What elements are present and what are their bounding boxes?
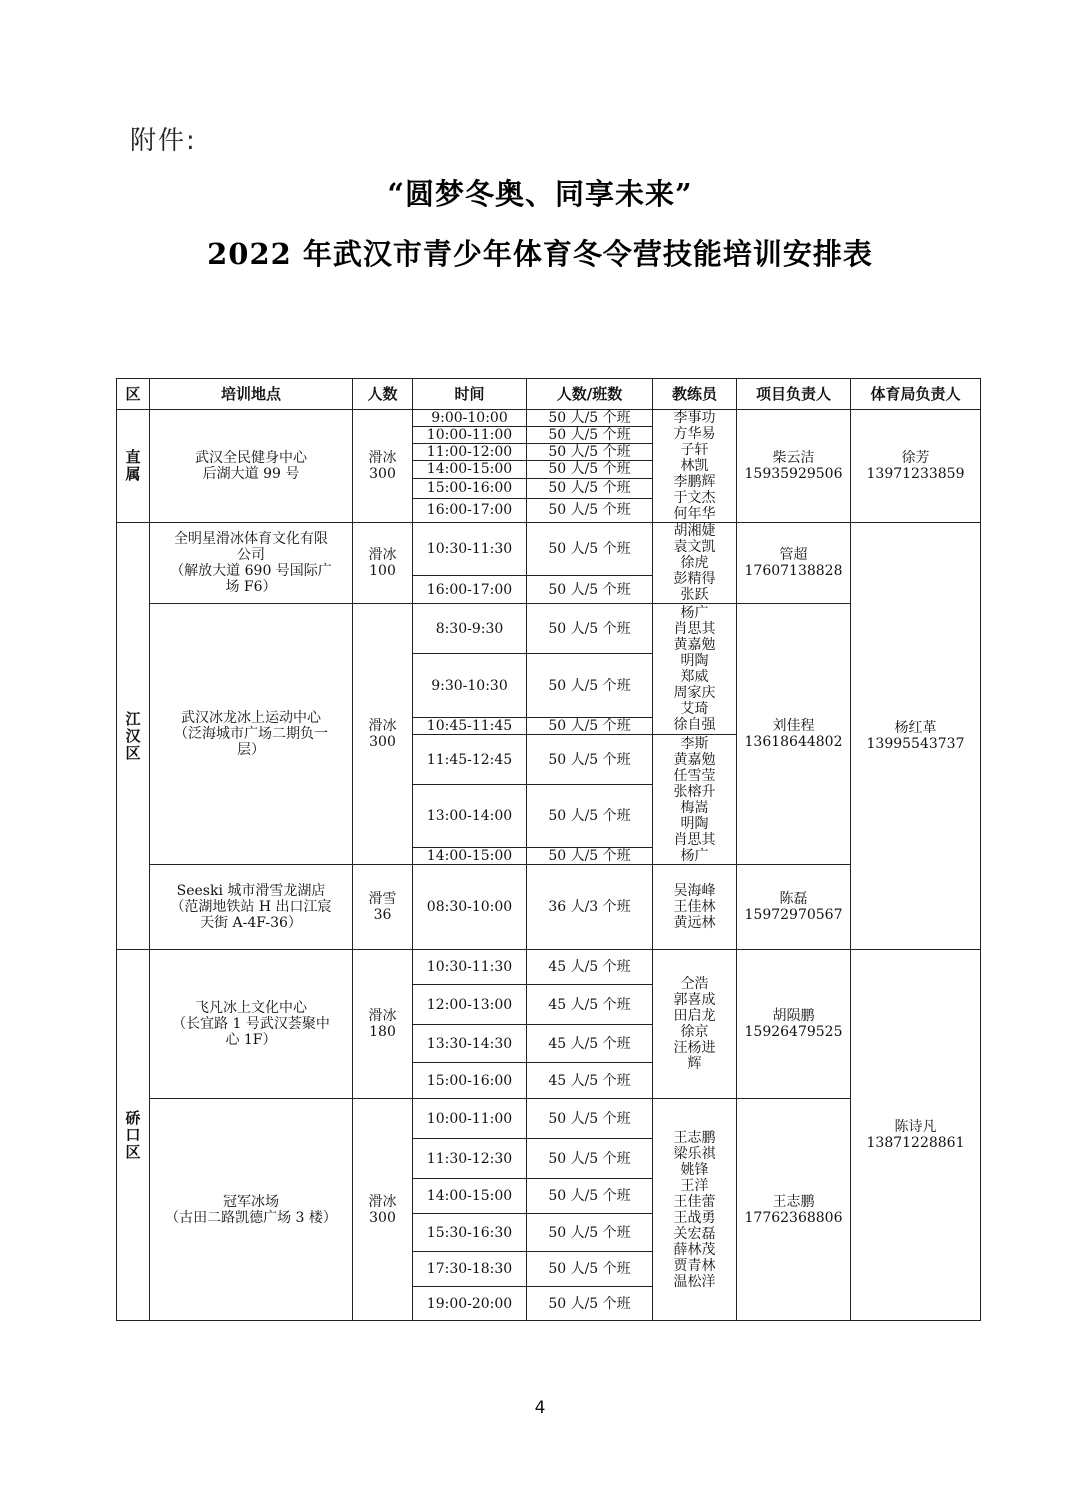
header-classes: 人数/班数	[527, 379, 653, 410]
bureau-manager: 杨红革 13995543737	[851, 523, 981, 950]
slot-classes: 50 人/5 个班	[527, 848, 653, 865]
page-number: 4	[534, 1398, 546, 1418]
slot-time: 17:30-18:30	[413, 1252, 527, 1287]
venue-location: 飞凡冰上文化中心 （长宜路 1 号武汉荟聚中 心 1F）	[150, 950, 353, 1099]
slot-classes: 50 人/5 个班	[527, 604, 653, 654]
slot-classes: 50 人/5 个班	[527, 1214, 653, 1252]
slot-classes: 50 人/5 个班	[527, 478, 653, 498]
slot-classes: 36 人/3 个班	[527, 865, 653, 950]
header-project-manager: 项目负责人	[737, 379, 851, 410]
slot-time: 11:00-12:00	[413, 444, 527, 461]
venue-coaches: 李事功 方华易 子轩 林凯 李鹏辉 于文杰 何年华	[653, 410, 737, 523]
slot-classes: 50 人/5 个班	[527, 718, 653, 735]
slot-time: 12:00-13:00	[413, 985, 527, 1025]
slot-time: 19:00-20:00	[413, 1287, 527, 1321]
slot-time: 14:00-15:00	[413, 848, 527, 865]
venue-manager: 管超 17607138828	[737, 523, 851, 604]
venue-capacity: 滑雪 36	[353, 865, 413, 950]
attachment-label: 附件:	[130, 126, 197, 156]
slot-time: 15:00-16:00	[413, 478, 527, 498]
document-title-line1: “圆梦冬奥、同享未来”	[387, 177, 693, 211]
slot-classes: 50 人/5 个班	[527, 1252, 653, 1287]
slot-time: 8:30-9:30	[413, 604, 527, 654]
district-cell: 江汉区	[117, 523, 150, 950]
slot-classes: 50 人/5 个班	[527, 523, 653, 576]
header-district: 区	[117, 379, 150, 410]
slot-time: 10:00-11:00	[413, 1099, 527, 1139]
slot-time: 10:00-11:00	[413, 427, 527, 444]
venue-manager: 陈磊 15972970567	[737, 865, 851, 950]
slot-time: 16:00-17:00	[413, 498, 527, 522]
venue-capacity: 滑冰 100	[353, 523, 413, 604]
slot-time: 11:45-12:45	[413, 735, 527, 785]
slot-classes: 50 人/5 个班	[527, 461, 653, 478]
venue-capacity: 滑冰 180	[353, 950, 413, 1099]
slot-time: 14:00-15:00	[413, 461, 527, 478]
slot-classes: 50 人/5 个班	[527, 498, 653, 522]
slot-classes: 45 人/5 个班	[527, 985, 653, 1025]
header-capacity: 人数	[353, 379, 413, 410]
slot-classes: 50 人/5 个班	[527, 1179, 653, 1214]
venue-location: 全明星滑冰体育文化有限 公司 （解放大道 690 号国际广 场 F6）	[150, 523, 353, 604]
venue-location: 冠军冰场 （古田二路凯德广场 3 楼）	[150, 1099, 353, 1321]
slot-time: 10:45-11:45	[413, 718, 527, 735]
venue-coaches: 王志鹏 梁乐祺 姚锋 王洋 王佳蕾 王战勇 关宏磊 薛林茂 贾青林 温松洋	[653, 1099, 737, 1321]
slot-time: 10:30-11:30	[413, 950, 527, 985]
slot-time: 13:30-14:30	[413, 1025, 527, 1063]
slot-classes: 50 人/5 个班	[527, 1099, 653, 1139]
venue-manager: 王志鹏 17762368806	[737, 1099, 851, 1321]
slot-time: 08:30-10:00	[413, 865, 527, 950]
venue-coaches: 仝浩 郭喜成 田启龙 徐京 汪杨进 辉	[653, 950, 737, 1099]
venue-coaches: 杨广 肖思其 黄嘉勉 明陶 郑威 周家庆 艾琦 徐自强	[653, 604, 737, 735]
slot-classes: 50 人/5 个班	[527, 785, 653, 848]
district-cell: 硚口区	[117, 950, 150, 1321]
venue-manager: 柴云洁 15935929506	[737, 410, 851, 523]
slot-classes: 45 人/5 个班	[527, 1025, 653, 1063]
schedule-table	[116, 378, 981, 1321]
venue-location: Seeski 城市滑雪龙湖店 （范湖地铁站 H 出口江宸 天街 A-4F-36）	[150, 865, 353, 950]
slot-classes: 50 人/5 个班	[527, 735, 653, 785]
bureau-manager: 陈诗凡 13871228861	[851, 950, 981, 1321]
slot-time: 14:00-15:00	[413, 1179, 527, 1214]
slot-time: 9:00-10:00	[413, 410, 527, 427]
venue-location: 武汉全民健身中心 后湖大道 99 号	[150, 410, 353, 523]
district-cell: 直属	[117, 410, 150, 523]
header-row	[117, 379, 981, 410]
venue-capacity: 滑冰 300	[353, 1099, 413, 1321]
table-row	[117, 410, 981, 427]
venue-location: 武汉冰龙冰上运动中心 （泛海城市广场二期负一 层）	[150, 604, 353, 865]
slot-classes: 50 人/5 个班	[527, 654, 653, 718]
venue-coaches: 胡湘婕 袁文凯 徐虎 彭精得 张跃	[653, 523, 737, 604]
venue-coaches: 吴海峰 王佳林 黄远林	[653, 865, 737, 950]
table-row	[117, 950, 981, 985]
slot-classes: 50 人/5 个班	[527, 427, 653, 444]
slot-time: 10:30-11:30	[413, 523, 527, 576]
slot-classes: 45 人/5 个班	[527, 950, 653, 985]
slot-time: 13:00-14:00	[413, 785, 527, 848]
slot-classes: 50 人/5 个班	[527, 1287, 653, 1321]
venue-manager: 胡陨鹏 15926479525	[737, 950, 851, 1099]
header-bureau-manager: 体育局负责人	[851, 379, 981, 410]
slot-time: 16:00-17:00	[413, 576, 527, 604]
venue-capacity: 滑冰 300	[353, 410, 413, 523]
slot-classes: 50 人/5 个班	[527, 410, 653, 427]
header-time: 时间	[413, 379, 527, 410]
slot-time: 11:30-12:30	[413, 1139, 527, 1179]
slot-classes: 50 人/5 个班	[527, 444, 653, 461]
header-location: 培训地点	[150, 379, 353, 410]
slot-classes: 50 人/5 个班	[527, 1139, 653, 1179]
header-coaches: 教练员	[653, 379, 737, 410]
slot-time: 15:00-16:00	[413, 1063, 527, 1099]
slot-time: 15:30-16:30	[413, 1214, 527, 1252]
venue-manager: 刘佳程 13618644802	[737, 604, 851, 865]
table-row	[117, 523, 981, 576]
venue-coaches: 李斯 黄嘉勉 任雪莹 张榕升 梅嵩 明陶 肖思其 杨广	[653, 735, 737, 865]
slot-classes: 50 人/5 个班	[527, 576, 653, 604]
slot-time: 9:30-10:30	[413, 654, 527, 718]
venue-capacity: 滑冰 300	[353, 604, 413, 865]
slot-classes: 45 人/5 个班	[527, 1063, 653, 1099]
document-title-line2: 2022 年武汉市青少年体育冬令营技能培训安排表	[207, 237, 873, 271]
bureau-manager: 徐芳 13971233859	[851, 410, 981, 523]
